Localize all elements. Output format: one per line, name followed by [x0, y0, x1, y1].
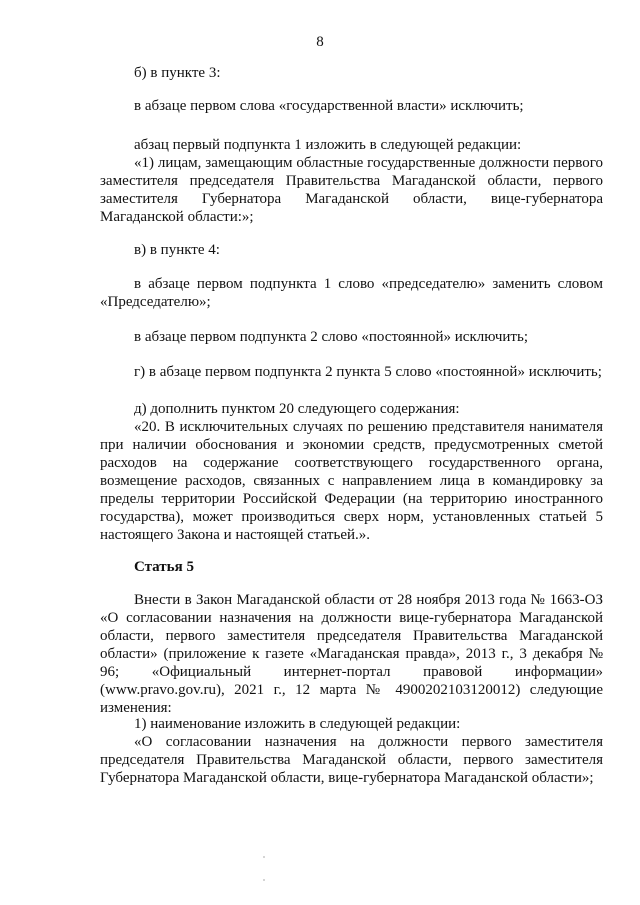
paragraph-v-2: в абзаце первом подпункта 2 слово «постоянной» исключить;: [134, 329, 528, 345]
scan-speck: [263, 856, 265, 858]
paragraph-v-1: в абзаце первом подпункта 1 слово «председателю» заменить словом «Председателю»;: [100, 276, 603, 310]
paragraph-b: б) в пункте 3:: [134, 65, 221, 81]
page-number: 8: [316, 34, 324, 50]
paragraph-d: д) дополнить пунктом 20 следующего содержания:: [134, 401, 460, 417]
paragraph-v: в) в пункте 4:: [134, 242, 220, 258]
quote-title: «О согласовании назначения на должности первого заместителя председателя Правительства Магаданской области, первого заместителя Губернатора Магаданской области, вице-губернатора Магаданской области»;: [100, 734, 603, 786]
item-1: 1) наименование изложить в следующей редакции:: [134, 716, 461, 732]
quote-1: «1) лицам, замещающим областные государственные должности первого заместителя председателя Правительства Магаданской области, первого заместителя Губернатора Магаданской области, вице-губернатора Магаданской области:»;: [100, 155, 603, 225]
paragraph-b-1: в абзаце первом слова «государственной власти» исключить;: [134, 98, 524, 114]
paragraph-g: г) в абзаце первом подпункта 2 пункта 5 слово «постоянной» исключить;: [134, 364, 602, 380]
article-heading: Статья 5: [134, 559, 194, 575]
article-5-text: Внести в Закон Магаданской области от 28 ноября 2013 года № 1663-ОЗ «О согласовании назначения на должности вице-губернатора Магаданской области, первого заместителя председателя Правительства Магаданской области» (приложение к газете «Магаданская правда», 2013 г., 3 декабря № 96; «Официальный интернет-портал правовой информации» (www.pravo.gov.ru), 2021 г., 12 марта № 4900202103120012) следующие изменения:: [100, 592, 603, 716]
scan-speck: [263, 879, 265, 881]
quote-20: «20. В исключительных случаях по решению представителя нанимателя при наличии обоснования и экономии средств, предусмотренных сметой расходов на содержание соответствующего государственного органа, возмещение расходов, связанных с направлением лица в командировку за пределы территории Российской Федерации (на территорию иностранного государства), может производиться сверх норм, установленных статьей 5 настоящего Закона и настоящей статьей.».: [100, 419, 603, 543]
paragraph-b-2: абзац первый подпункта 1 изложить в следующей редакции:: [134, 137, 522, 153]
